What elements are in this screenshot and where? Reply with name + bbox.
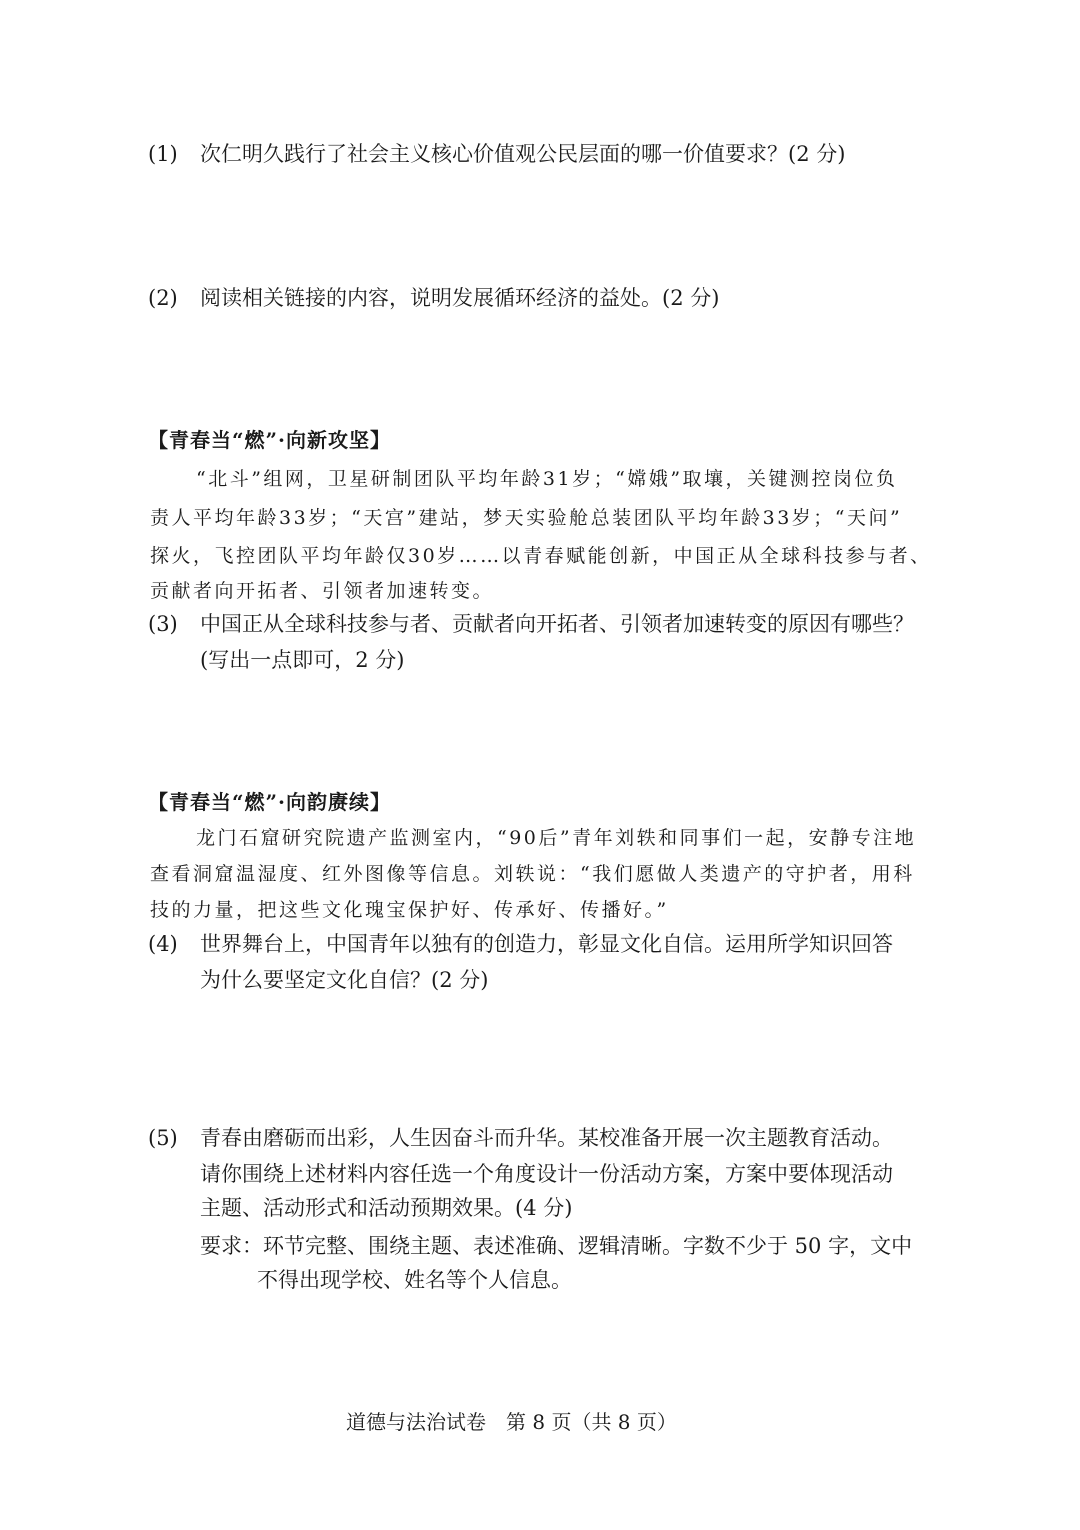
question-number: (4) — [148, 932, 178, 956]
question-1 — [148, 140, 845, 168]
question-4 — [148, 930, 893, 958]
question-number: (3) — [148, 612, 178, 636]
question-number: (5) — [148, 1126, 178, 1150]
question-5-requirement: 要求：环节完整、围绕主题、表述准确、逻辑清晰。字数不少于 50 字，文中 — [200, 1234, 913, 1258]
section-heading-heritage: 【青春当“燃”·向韵赓续】 — [148, 790, 391, 814]
material-line: 查看洞窟温湿度、红外图像等信息。刘轶说：“我们愿做人类遗产的守护者，用科 — [150, 863, 915, 885]
question-text: 中国正从全球科技参与者、贡献者向开拓者、引领者加速转变的原因有哪些？ — [200, 612, 914, 636]
question-text: 世界舞台上，中国青年以独有的创造力，彰显文化自信。运用所学知识回答 — [200, 932, 893, 956]
question-5 — [148, 1124, 893, 1152]
section-heading-innovation: 【青春当“燃”·向新攻坚】 — [148, 428, 391, 452]
material-line: 龙门石窟研究院遗产监测室内，“90后”青年刘轶和同事们一起，安静专注地 — [196, 827, 917, 849]
question-4-continued: 为什么要坚定文化自信？(2 分) — [200, 968, 489, 992]
question-5-continued: 主题、活动形式和活动预期效果。(4 分) — [200, 1196, 573, 1220]
question-2 — [148, 284, 719, 312]
question-5-continued: 请你围绕上述材料内容任选一个角度设计一份活动方案，方案中要体现活动 — [200, 1162, 893, 1186]
question-text: 阅读相关链接的内容，说明发展循环经济的益处。(2 分) — [200, 286, 720, 310]
question-number: (1) — [148, 142, 178, 166]
question-3-continued: (写出一点即可，2 分) — [200, 648, 405, 672]
material-line: 贡献者向开拓者、引领者加速转变。 — [150, 580, 495, 602]
page-footer: 道德与法治试卷 第 8 页（共 8 页） — [346, 1410, 677, 1434]
question-3 — [148, 610, 914, 638]
question-5-requirement-continued: 不得出现学校、姓名等个人信息。 — [257, 1268, 572, 1292]
question-text: 青春由磨砺而出彩，人生因奋斗而升华。某校准备开展一次主题教育活动。 — [200, 1126, 893, 1150]
material-line: 责人平均年龄33岁；“天宫”建站，梦天实验舱总装团队平均年龄33岁；“天问” — [150, 507, 903, 529]
material-line: “北斗”组网，卫星研制团队平均年龄31岁；“嫦娥”取壤，关键测控岗位负 — [196, 468, 898, 490]
question-text: 次仁明久践行了社会主义核心价值观公民层面的哪一价值要求？(2 分) — [200, 142, 846, 166]
material-line: 技的力量，把这些文化瑰宝保护好、传承好、传播好。” — [150, 899, 669, 921]
question-number: (2) — [148, 286, 178, 310]
material-line: 探火，飞控团队平均年龄仅30岁……以青春赋能创新，中国正从全球科技参与者、 — [150, 545, 932, 567]
